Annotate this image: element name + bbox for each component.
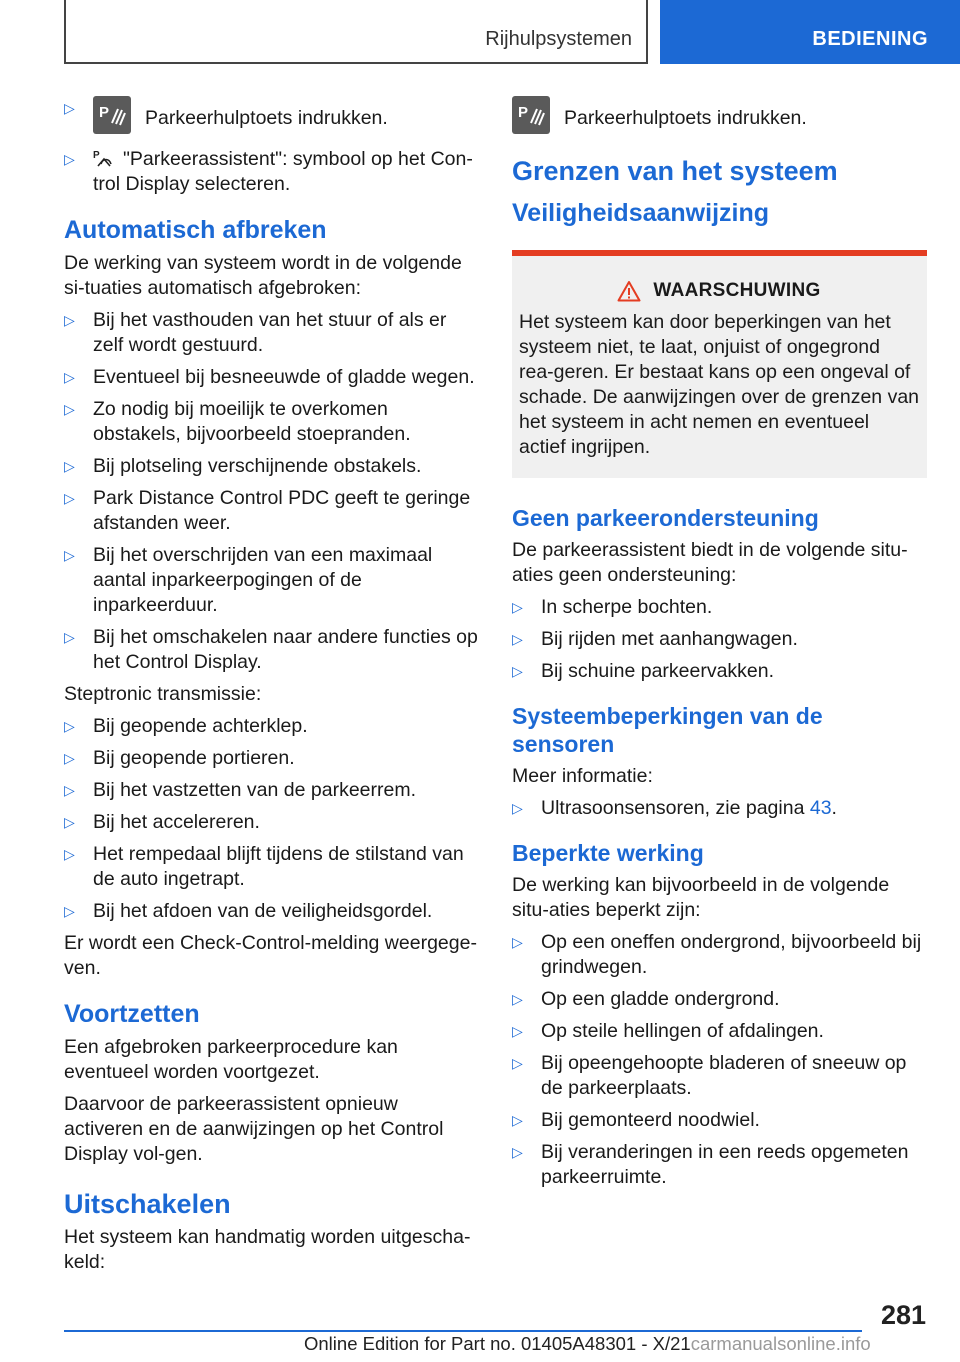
page-header <box>0 0 960 66</box>
triangle-bullet-icon: ▷ <box>64 846 75 862</box>
triangle-bullet-icon: ▷ <box>64 547 75 563</box>
list-item: ▷ Bij het vastzetten van de parkeerrem. <box>64 779 416 801</box>
check-control-message: Er wordt een Check-Control-melding weergege-ven. <box>64 932 477 979</box>
footer-divider <box>64 1330 862 1332</box>
header-section-title: Rijhulpsystemen <box>485 28 632 50</box>
warning-text: Het systeem kan door beperkingen van het systeem niet, te laat, onjuist of ongegrond rea-geren. Er bestaat kans op een ongeval of schade. De aanwijzingen over de grenzen van het systeem in acht nemen en eventueel actief ingrijpen. <box>519 311 920 458</box>
list-item: ▷ Bij schuine parkeervakken. <box>512 660 775 682</box>
triangle-bullet-icon: ▷ <box>64 718 75 734</box>
continue-paragraph-1: Een afgebroken parkeerprocedure kan eventueel worden voortgezet. <box>64 1036 398 1083</box>
list-item: ▷ Zo nodig bij moeilijk te overkomen obstakels, bijvoorbeeld stoepranden. <box>64 398 411 445</box>
triangle-bullet-icon: ▷ <box>512 1023 523 1039</box>
warning-triangle-icon <box>617 280 641 302</box>
watermark-text: carmanualsonline.info <box>690 1333 871 1354</box>
switch-off-paragraph: Het systeem kan handmatig worden uitgescha-keld: <box>64 1226 471 1273</box>
heading-safety-note: Veiligheidsaanwijzing <box>512 199 770 227</box>
list-item: ▷ Eventueel bij besneeuwde of gladde wegen. <box>64 366 475 388</box>
list-item: ▷ Bij opeengehoopte bladeren of sneeuw op de parkeerplaats. <box>512 1052 907 1099</box>
edition-text: Online Edition for Part no. 01405A48301 - X/21 <box>304 1333 691 1354</box>
list-item: ▷ Bij het afdoen van de veiligheidsgordel. <box>64 900 433 922</box>
step-text: Parkeerhulptoets indrukken. <box>564 107 807 129</box>
triangle-bullet-icon: ▷ <box>512 663 523 679</box>
list-item: ▷ Bij het vasthouden van het stuur of als er zelf wordt gestuurd. <box>64 309 447 356</box>
activation-steps <box>64 96 479 197</box>
list-item: ▷ Op een gladde ondergrond. <box>512 988 780 1010</box>
sensors-list <box>512 796 927 821</box>
list-item: ▷ Op steile hellingen of afdalingen. <box>512 1020 824 1042</box>
svg-text:P: P <box>99 104 110 121</box>
page-reference-link[interactable]: 43 <box>809 797 832 819</box>
left-column <box>64 96 479 1282</box>
list-item: ▷ Bij het accelereren. <box>64 811 260 833</box>
heading-automatic-abort: Automatisch afbreken <box>64 216 327 244</box>
triangle-bullet-icon: ▷ <box>512 1055 523 1071</box>
svg-text:P: P <box>518 104 529 121</box>
limited-list <box>512 930 927 1190</box>
triangle-bullet-icon: ▷ <box>64 369 75 385</box>
heading-sensor-limits: Systeembeperkingen van de sensoren <box>512 703 823 757</box>
triangle-bullet-icon: ▷ <box>64 458 75 474</box>
triangle-bullet-icon: ▷ <box>64 782 75 798</box>
auto-abort-list <box>64 308 479 675</box>
list-item: ▷ Bij het omschakelen naar andere functies op het Control Display. <box>64 626 478 673</box>
list-item: ▷ Het rempedaal blijft tijdens de stilstand van de auto ingetrapt. <box>64 843 464 890</box>
triangle-bullet-icon: ▷ <box>64 401 75 417</box>
triangle-bullet-icon: ▷ <box>512 991 523 1007</box>
list-item <box>64 96 479 140</box>
step-text: Parkeerhulptoets indrukken. <box>145 107 388 129</box>
sensors-intro: Meer informatie: <box>512 765 653 787</box>
triangle-bullet-icon: ▷ <box>512 1112 523 1128</box>
list-item: ▷ Bij veranderingen in een reeds opgemeten parkeerruimte. <box>512 1141 909 1188</box>
warning-label: WAARSCHUWING <box>653 280 821 301</box>
heading-continue: Voortzetten <box>64 1000 200 1028</box>
list-item: ▷ Op een oneffen ondergrond, bijvoorbeeld bij grindwegen. <box>512 931 922 978</box>
triangle-bullet-icon: ▷ <box>512 631 523 647</box>
heading-limited-operation: Beperkte werking <box>512 840 704 866</box>
heading-system-limits: Grenzen van het systeem <box>512 156 838 186</box>
triangle-bullet-icon: ▷ <box>64 750 75 766</box>
page-number: 281 <box>880 1300 926 1330</box>
triangle-bullet-icon: ▷ <box>64 490 75 506</box>
warning-box <box>512 250 927 478</box>
list-item: ▷ Park Distance Control PDC geeft te geringe afstanden weer. <box>64 487 471 534</box>
deactivate-step <box>512 96 927 134</box>
triangle-bullet-icon: ▷ <box>64 312 75 328</box>
limited-intro: De werking kan bijvoorbeeld in de volgende situ-aties beperkt zijn: <box>512 874 890 921</box>
triangle-bullet-icon: ▷ <box>512 599 523 615</box>
no-support-intro: De parkeerassistent biedt in de volgende situ-aties geen ondersteuning: <box>512 539 908 586</box>
continue-paragraph-2: Daarvoor de parkeerassistent opnieuw activeren en de aanwijzingen op het Control Display vol-gen. <box>64 1093 444 1165</box>
header-section-box <box>64 0 648 64</box>
no-support-list <box>512 595 927 684</box>
triangle-bullet-icon: ▷ <box>64 814 75 830</box>
triangle-bullet-icon: ▷ <box>64 151 75 167</box>
list-item: ▷ Bij geopende portieren. <box>64 747 295 769</box>
list-item <box>64 147 479 197</box>
heading-no-parking-support: Geen parkeerondersteuning <box>512 505 819 531</box>
triangle-bullet-icon: ▷ <box>512 1144 523 1160</box>
svg-text:P: P <box>93 150 100 161</box>
triangle-bullet-icon: ▷ <box>64 629 75 645</box>
steptronic-label: Steptronic transmissie: <box>64 683 262 705</box>
list-item: ▷ Bij het overschrijden van een maximaal aantal inparkeerpogingen of de inparkeerduur. <box>64 544 433 616</box>
list-item: ▷ Bij plotseling verschijnende obstakels. <box>64 455 422 477</box>
step-text: "Parkeerassistent": symbool op het Con-trol Display selecteren. <box>93 148 473 195</box>
park-assist-button-icon <box>93 96 131 134</box>
triangle-bullet-icon: ▷ <box>64 903 75 919</box>
list-item: ▷ Ultrasoonsensoren, zie pagina 43. <box>512 797 837 819</box>
triangle-bullet-icon: ▷ <box>512 800 523 816</box>
triangle-bullet-icon: ▷ <box>512 934 523 950</box>
auto-intro: De werking van systeem wordt in de volgende si-tuaties automatisch afgebroken: <box>64 252 462 299</box>
park-assistant-symbol-icon <box>93 148 117 168</box>
footer-edition-line <box>304 1333 871 1355</box>
list-item: ▷ Bij gemonteerd noodwiel. <box>512 1109 760 1131</box>
list-item: ▷ In scherpe bochten. <box>512 596 713 618</box>
right-column <box>512 96 927 1197</box>
warning-header <box>519 280 919 302</box>
park-assist-button-icon <box>512 96 550 134</box>
list-item: ▷ Bij geopende achterklep. <box>64 715 308 737</box>
heading-switch-off: Uitschakelen <box>64 1189 231 1219</box>
steptronic-list <box>64 714 479 924</box>
triangle-bullet-icon: ▷ <box>64 100 75 116</box>
header-chapter-tab: BEDIENING <box>660 0 960 64</box>
list-item: ▷ Bij rijden met aanhangwagen. <box>512 628 798 650</box>
